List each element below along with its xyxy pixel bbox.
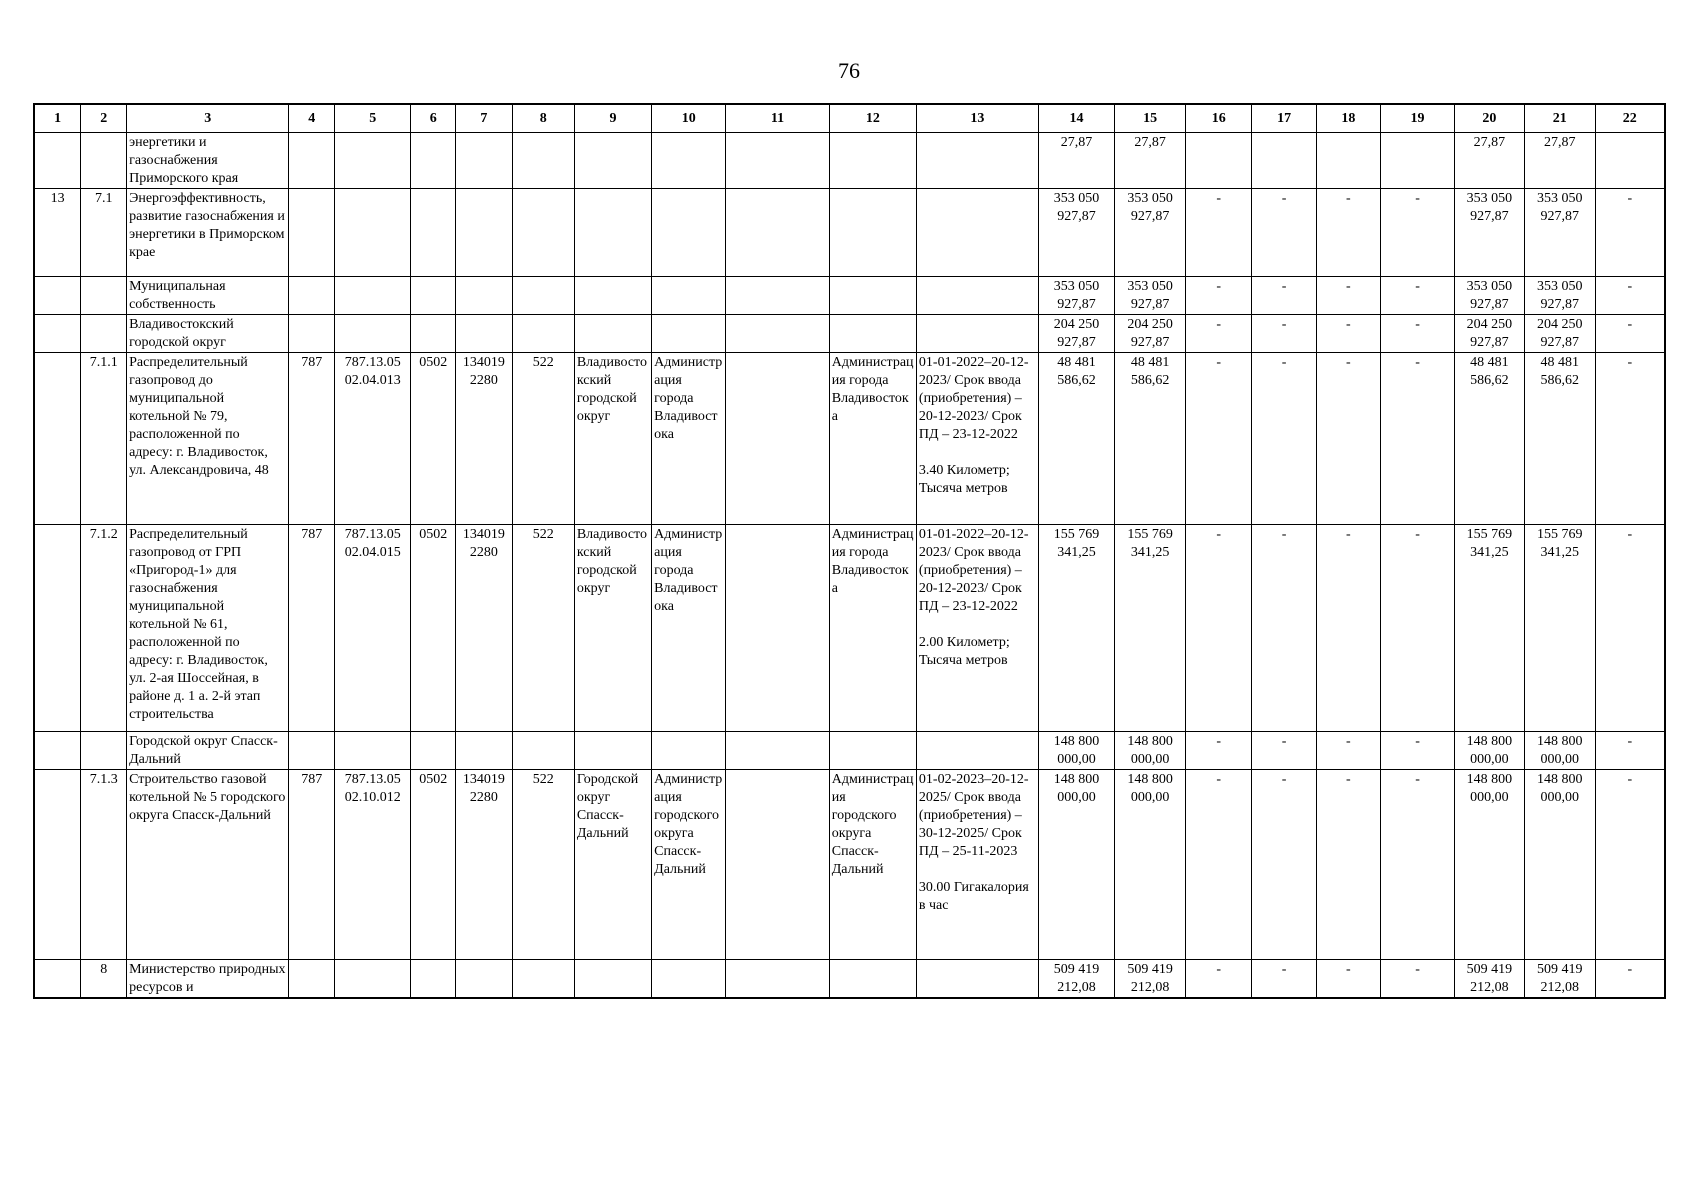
- cell-col-16: [1186, 133, 1252, 189]
- cell-col-4: 787: [289, 770, 335, 960]
- cell-col-8: [512, 315, 574, 353]
- cell-col-16: -: [1186, 770, 1252, 960]
- cell-col-19: -: [1380, 353, 1454, 525]
- column-header-9: 9: [574, 104, 651, 133]
- cell-col-12: [829, 189, 916, 277]
- cell-col-9: Владивостокский городской округ: [574, 353, 651, 525]
- cell-col-18: -: [1316, 353, 1380, 525]
- header-row: [34, 104, 1665, 133]
- cell-col-14: 27,87: [1038, 133, 1114, 189]
- cell-col-1: 13: [34, 189, 81, 277]
- column-header-7: 7: [456, 104, 513, 133]
- cell-col-19: [1380, 133, 1454, 189]
- cell-col-3: Муниципальная собственность: [127, 277, 289, 315]
- cell-col-16: -: [1186, 315, 1252, 353]
- cell-col-18: -: [1316, 770, 1380, 960]
- column-header-19: 19: [1380, 104, 1454, 133]
- cell-col-22: -: [1595, 277, 1665, 315]
- cell-col-21: 27,87: [1524, 133, 1595, 189]
- cell-col-21: 148 800 000,00: [1524, 770, 1595, 960]
- cell-col-19: -: [1380, 525, 1454, 732]
- cell-col-17: -: [1252, 353, 1316, 525]
- cell-col-10: Администрация города Владивостока: [652, 353, 726, 525]
- cell-col-15: 148 800 000,00: [1115, 732, 1186, 770]
- column-header-4: 4: [289, 104, 335, 133]
- cell-col-9: [574, 732, 651, 770]
- cell-col-18: -: [1316, 277, 1380, 315]
- cell-col-5: 787.13.05 02.04.015: [335, 525, 411, 732]
- cell-col-15: 148 800 000,00: [1115, 770, 1186, 960]
- budget-table: [33, 103, 1666, 999]
- cell-col-13: 01-01-2022–20-12-2023/ Срок ввода (приобретения) – 20-12-2023/ Срок ПД – 23-12-2022 3.40 Километр; Тысяча метров: [916, 353, 1038, 525]
- cell-col-20: 353 050 927,87: [1455, 277, 1525, 315]
- table-row: [34, 315, 1665, 353]
- cell-col-15: 204 250 927,87: [1115, 315, 1186, 353]
- cell-col-20: 148 800 000,00: [1455, 770, 1525, 960]
- cell-col-16: -: [1186, 525, 1252, 732]
- cell-col-6: 0502: [411, 770, 456, 960]
- cell-col-8: 522: [512, 770, 574, 960]
- cell-col-11: [726, 189, 830, 277]
- cell-col-22: -: [1595, 960, 1665, 999]
- column-header-17: 17: [1252, 104, 1316, 133]
- cell-col-6: [411, 133, 456, 189]
- column-header-8: 8: [512, 104, 574, 133]
- cell-col-21: 48 481 586,62: [1524, 353, 1595, 525]
- cell-col-11: [726, 770, 830, 960]
- cell-col-9: Владивостокский городской округ: [574, 525, 651, 732]
- cell-col-8: [512, 133, 574, 189]
- cell-col-4: [289, 732, 335, 770]
- table-row: [34, 353, 1665, 525]
- cell-col-18: -: [1316, 315, 1380, 353]
- cell-col-1: [34, 732, 81, 770]
- column-header-13: 13: [916, 104, 1038, 133]
- cell-col-14: 353 050 927,87: [1038, 189, 1114, 277]
- cell-col-13: [916, 277, 1038, 315]
- cell-col-11: [726, 525, 830, 732]
- cell-col-11: [726, 277, 830, 315]
- cell-col-14: 148 800 000,00: [1038, 770, 1114, 960]
- cell-col-5: 787.13.05 02.10.012: [335, 770, 411, 960]
- cell-col-10: [652, 277, 726, 315]
- cell-col-22: -: [1595, 353, 1665, 525]
- cell-col-7: [456, 133, 513, 189]
- cell-col-1: [34, 133, 81, 189]
- cell-col-12: [829, 277, 916, 315]
- cell-col-7: [456, 960, 513, 999]
- cell-col-8: [512, 189, 574, 277]
- cell-col-9: [574, 960, 651, 999]
- cell-col-9: [574, 133, 651, 189]
- cell-col-2: [81, 732, 127, 770]
- cell-col-5: [335, 277, 411, 315]
- cell-col-18: [1316, 133, 1380, 189]
- column-header-3: 3: [127, 104, 289, 133]
- column-header-11: 11: [726, 104, 830, 133]
- table-body: [34, 133, 1665, 999]
- cell-col-6: [411, 315, 456, 353]
- cell-col-4: [289, 133, 335, 189]
- cell-col-8: [512, 277, 574, 315]
- column-header-15: 15: [1115, 104, 1186, 133]
- cell-col-17: -: [1252, 960, 1316, 999]
- cell-col-18: -: [1316, 960, 1380, 999]
- cell-col-15: 48 481 586,62: [1115, 353, 1186, 525]
- cell-col-4: [289, 960, 335, 999]
- cell-col-13: [916, 960, 1038, 999]
- table-row: [34, 770, 1665, 960]
- cell-col-14: 148 800 000,00: [1038, 732, 1114, 770]
- cell-col-3: Распределительный газопровод до муниципальной котельной № 79, расположенной по адресу: г. Владивосток, ул. Александровича, 48: [127, 353, 289, 525]
- cell-col-12: [829, 732, 916, 770]
- cell-col-22: -: [1595, 315, 1665, 353]
- cell-col-2: [81, 133, 127, 189]
- column-header-18: 18: [1316, 104, 1380, 133]
- cell-col-20: 204 250 927,87: [1455, 315, 1525, 353]
- cell-col-3: Строительство газовой котельной № 5 городского округа Спасск-Дальний: [127, 770, 289, 960]
- cell-col-21: 204 250 927,87: [1524, 315, 1595, 353]
- cell-col-19: -: [1380, 960, 1454, 999]
- cell-col-6: 0502: [411, 353, 456, 525]
- cell-col-11: [726, 315, 830, 353]
- cell-col-21: 155 769 341,25: [1524, 525, 1595, 732]
- column-header-16: 16: [1186, 104, 1252, 133]
- cell-col-14: 509 419 212,08: [1038, 960, 1114, 999]
- cell-col-3: Распределительный газопровод от ГРП «Пригород-1» для газоснабжения муниципальной котельной № 61, расположенной по адресу: г. Владивосток, ул. 2-ая Шоссейная, в районе д. 1 а. 2-й этап строительства: [127, 525, 289, 732]
- cell-col-19: -: [1380, 277, 1454, 315]
- cell-col-4: [289, 315, 335, 353]
- cell-col-14: 48 481 586,62: [1038, 353, 1114, 525]
- cell-col-5: [335, 960, 411, 999]
- table-row: [34, 133, 1665, 189]
- cell-col-20: 509 419 212,08: [1455, 960, 1525, 999]
- cell-col-17: -: [1252, 277, 1316, 315]
- cell-col-17: -: [1252, 189, 1316, 277]
- cell-col-20: 27,87: [1455, 133, 1525, 189]
- column-header-21: 21: [1524, 104, 1595, 133]
- cell-col-2: 7.1: [81, 189, 127, 277]
- cell-col-3: Энергоэффективность, развитие газоснабжения и энергетики в Приморском крае: [127, 189, 289, 277]
- cell-col-9: [574, 315, 651, 353]
- cell-col-7: 134019 2280: [456, 525, 513, 732]
- cell-col-15: 353 050 927,87: [1115, 189, 1186, 277]
- cell-col-13: [916, 189, 1038, 277]
- cell-col-11: [726, 133, 830, 189]
- cell-col-22: -: [1595, 770, 1665, 960]
- cell-col-12: [829, 315, 916, 353]
- cell-col-16: -: [1186, 277, 1252, 315]
- cell-col-14: 204 250 927,87: [1038, 315, 1114, 353]
- cell-col-6: [411, 189, 456, 277]
- cell-col-17: -: [1252, 732, 1316, 770]
- column-header-14: 14: [1038, 104, 1114, 133]
- cell-col-2: [81, 315, 127, 353]
- cell-col-10: [652, 189, 726, 277]
- cell-col-13: 01-02-2023–20-12-2025/ Срок ввода (приобретения) – 30-12-2025/ Срок ПД – 25-11-2023 30.00 Гигакалория в час: [916, 770, 1038, 960]
- cell-col-20: 148 800 000,00: [1455, 732, 1525, 770]
- table-row: [34, 960, 1665, 999]
- cell-col-16: -: [1186, 353, 1252, 525]
- cell-col-4: 787: [289, 353, 335, 525]
- cell-col-10: [652, 133, 726, 189]
- cell-col-2: 7.1.1: [81, 353, 127, 525]
- cell-col-21: 353 050 927,87: [1524, 189, 1595, 277]
- cell-col-1: [34, 353, 81, 525]
- cell-col-13: [916, 133, 1038, 189]
- column-header-6: 6: [411, 104, 456, 133]
- cell-col-16: -: [1186, 732, 1252, 770]
- cell-col-13: [916, 315, 1038, 353]
- cell-col-5: [335, 189, 411, 277]
- table-row: [34, 189, 1665, 277]
- cell-col-7: [456, 732, 513, 770]
- cell-col-7: 134019 2280: [456, 353, 513, 525]
- cell-col-5: [335, 732, 411, 770]
- cell-col-20: 155 769 341,25: [1455, 525, 1525, 732]
- cell-col-1: [34, 960, 81, 999]
- cell-col-12: [829, 133, 916, 189]
- cell-col-10: [652, 732, 726, 770]
- cell-col-22: -: [1595, 189, 1665, 277]
- cell-col-5: [335, 133, 411, 189]
- cell-col-7: [456, 277, 513, 315]
- cell-col-4: 787: [289, 525, 335, 732]
- table-row: [34, 525, 1665, 732]
- cell-col-22: [1595, 133, 1665, 189]
- column-header-20: 20: [1455, 104, 1525, 133]
- cell-col-11: [726, 353, 830, 525]
- cell-col-15: 27,87: [1115, 133, 1186, 189]
- cell-col-6: [411, 277, 456, 315]
- cell-col-10: Администрация города Владивостока: [652, 525, 726, 732]
- cell-col-12: [829, 960, 916, 999]
- column-header-2: 2: [81, 104, 127, 133]
- cell-col-22: -: [1595, 732, 1665, 770]
- column-header-10: 10: [652, 104, 726, 133]
- table-row: [34, 277, 1665, 315]
- cell-col-5: [335, 315, 411, 353]
- cell-col-3: Министерство природных ресурсов и: [127, 960, 289, 999]
- cell-col-3: энергетики и газоснабжения Приморского края: [127, 133, 289, 189]
- cell-col-14: 353 050 927,87: [1038, 277, 1114, 315]
- cell-col-9: Городской округ Спасск-Дальний: [574, 770, 651, 960]
- page-number: 76: [838, 58, 860, 83]
- cell-col-10: Администрация городского округа Спасск-Дальний: [652, 770, 726, 960]
- cell-col-4: [289, 189, 335, 277]
- cell-col-21: 148 800 000,00: [1524, 732, 1595, 770]
- cell-col-13: [916, 732, 1038, 770]
- cell-col-12: Администрация городского округа Спасск-Дальний: [829, 770, 916, 960]
- cell-col-19: -: [1380, 315, 1454, 353]
- cell-col-2: 7.1.2: [81, 525, 127, 732]
- cell-col-17: -: [1252, 315, 1316, 353]
- cell-col-10: [652, 315, 726, 353]
- cell-col-3: Городской округ Спасск-Дальний: [127, 732, 289, 770]
- cell-col-8: 522: [512, 353, 574, 525]
- cell-col-15: 509 419 212,08: [1115, 960, 1186, 999]
- cell-col-5: 787.13.05 02.04.013: [335, 353, 411, 525]
- cell-col-1: [34, 525, 81, 732]
- cell-col-17: -: [1252, 770, 1316, 960]
- cell-col-14: 155 769 341,25: [1038, 525, 1114, 732]
- cell-col-17: [1252, 133, 1316, 189]
- cell-col-9: [574, 189, 651, 277]
- cell-col-18: -: [1316, 189, 1380, 277]
- cell-col-19: -: [1380, 189, 1454, 277]
- cell-col-2: [81, 277, 127, 315]
- column-header-1: 1: [34, 104, 81, 133]
- cell-col-6: [411, 960, 456, 999]
- cell-col-1: [34, 277, 81, 315]
- cell-col-4: [289, 277, 335, 315]
- cell-col-11: [726, 732, 830, 770]
- cell-col-12: Администрация города Владивостока: [829, 353, 916, 525]
- cell-col-20: 353 050 927,87: [1455, 189, 1525, 277]
- cell-col-3: Владивостокский городской округ: [127, 315, 289, 353]
- cell-col-8: 522: [512, 525, 574, 732]
- cell-col-19: -: [1380, 770, 1454, 960]
- table-row: [34, 732, 1665, 770]
- cell-col-20: 48 481 586,62: [1455, 353, 1525, 525]
- cell-col-12: Администрация города Владивостока: [829, 525, 916, 732]
- column-header-12: 12: [829, 104, 916, 133]
- cell-col-15: 353 050 927,87: [1115, 277, 1186, 315]
- cell-col-7: [456, 315, 513, 353]
- cell-col-8: [512, 960, 574, 999]
- cell-col-18: -: [1316, 732, 1380, 770]
- cell-col-16: -: [1186, 189, 1252, 277]
- cell-col-7: 134019 2280: [456, 770, 513, 960]
- cell-col-8: [512, 732, 574, 770]
- cell-col-11: [726, 960, 830, 999]
- column-header-22: 22: [1595, 104, 1665, 133]
- cell-col-16: -: [1186, 960, 1252, 999]
- cell-col-2: 8: [81, 960, 127, 999]
- cell-col-15: 155 769 341,25: [1115, 525, 1186, 732]
- cell-col-21: 353 050 927,87: [1524, 277, 1595, 315]
- cell-col-22: -: [1595, 525, 1665, 732]
- cell-col-6: 0502: [411, 525, 456, 732]
- cell-col-13: 01-01-2022–20-12-2023/ Срок ввода (приобретения) – 20-12-2023/ Срок ПД – 23-12-2022 2.00 Километр; Тысяча метров: [916, 525, 1038, 732]
- cell-col-19: -: [1380, 732, 1454, 770]
- cell-col-9: [574, 277, 651, 315]
- cell-col-17: -: [1252, 525, 1316, 732]
- cell-col-1: [34, 770, 81, 960]
- cell-col-18: -: [1316, 525, 1380, 732]
- cell-col-2: 7.1.3: [81, 770, 127, 960]
- cell-col-6: [411, 732, 456, 770]
- cell-col-1: [34, 315, 81, 353]
- cell-col-21: 509 419 212,08: [1524, 960, 1595, 999]
- cell-col-10: [652, 960, 726, 999]
- cell-col-7: [456, 189, 513, 277]
- column-header-5: 5: [335, 104, 411, 133]
